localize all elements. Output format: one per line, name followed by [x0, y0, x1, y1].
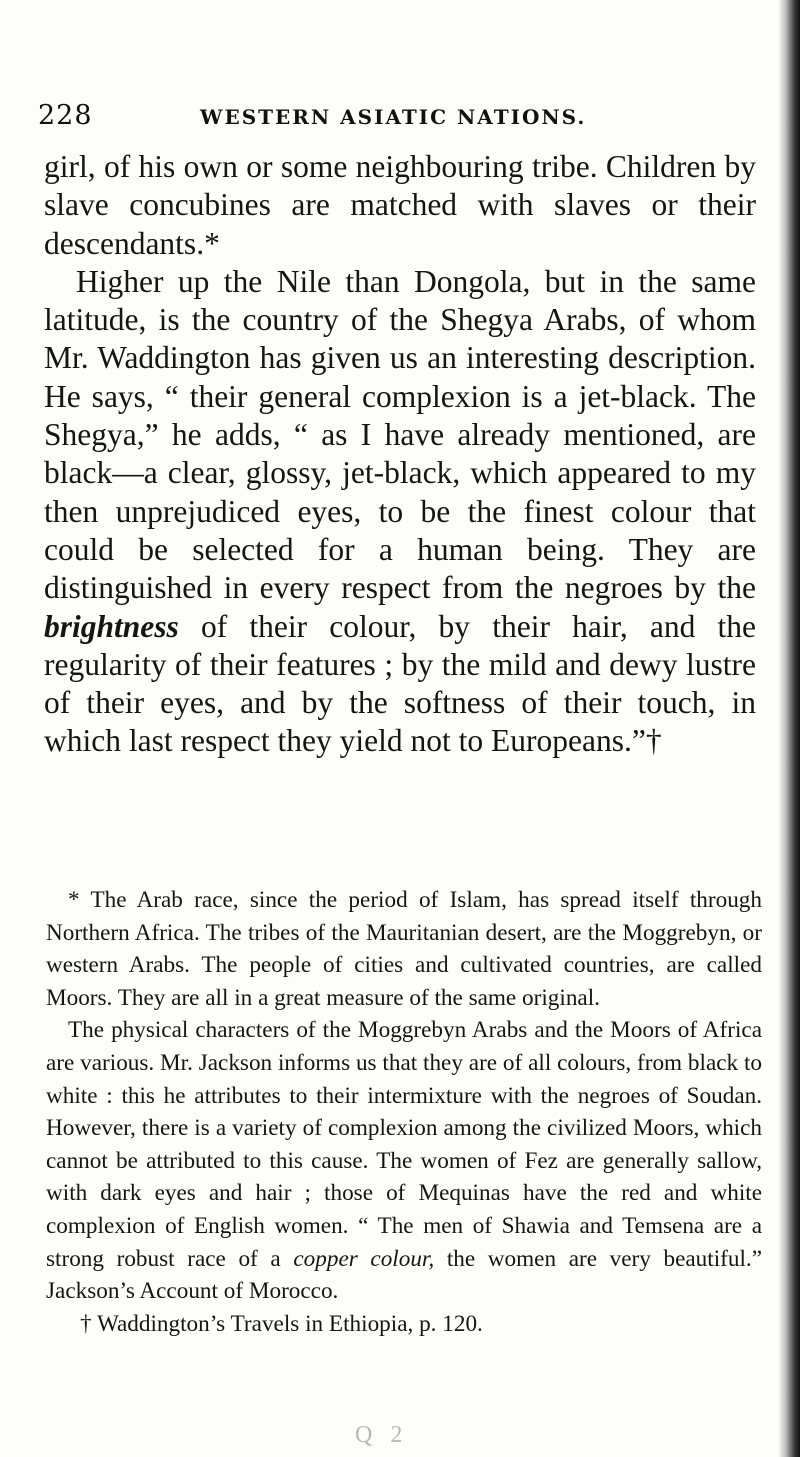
main-text [44, 148, 756, 761]
paragraph-2-part-a: Higher up the Nile than Dongola, but in the same latitude, is the country of the Shegya Arabs, of whom Mr. Waddington has given us an interesting description. He says, “ their general complexion is a jet-black. The Shegya,” he adds, “ as I have already mentioned, are black—a clear, glossy, jet-black, which appeared to my then unprejudiced eyes, to be the finest colour that could be selected for a human being. They are distinguished in every respect from the negroes by the [44, 263, 756, 606]
page-number: 228 [38, 100, 93, 131]
footnotes [46, 884, 762, 1340]
emphasis-copper-colour: copper colour, [293, 1245, 435, 1272]
signature-mark: Q 2 [355, 1422, 409, 1448]
page-edge-shadow [778, 0, 800, 1457]
page-header [38, 100, 758, 140]
footnote-continuation [46, 1014, 762, 1307]
footnote-asterisk: * The Arab race, since the period of Islam, has spread itself through Northern Africa. The tribes of the Mauritanian desert, are the Moggrebyn, or western Arabs. The people of cities and cultivated countries, are called Moors. They are all in a great measure of the same original. [46, 887, 762, 1011]
footnote-continuation-part-a: The physical characters of the Moggrebyn Arabs and the Moors of Africa are various. Mr. Jackson informs us that they are of all colours, from black to white : this he attributes to their intermixture with the negroes of Soudan. However, there is a variety of complexion among the civilized Moors, which cannot be attributed to this cause. The women of Fez are generally sallow, with dark eyes and hair ; those of Mequinas have the red and white complexion of English women. “ The men of Shawia and Temsena are a strong robust race of a [46, 1017, 762, 1272]
running-head: WESTERN ASIATIC NATIONS. [200, 105, 587, 129]
paragraph-1: girl, of his own or some neighbouring tribe. Children by slave concubines are matched with slaves or their descendants.* [44, 149, 756, 261]
paragraph-2-part-b: of their colour, by their hair, and the regularity of their features ; by the mild and dewy lustre of their eyes, and by the softness of their touch, in which last respect they yield not to Europeans.”† [44, 608, 756, 759]
emphasis-brightness: brightness [44, 608, 179, 644]
footnote-continuation-part-b: the women are very beautiful.” Jackson’s Account of Morocco. [46, 1245, 762, 1305]
paragraph-2 [44, 263, 756, 761]
footnote-dagger: † Waddington’s Travels in Ethiopia, p. 120. [80, 1310, 483, 1337]
